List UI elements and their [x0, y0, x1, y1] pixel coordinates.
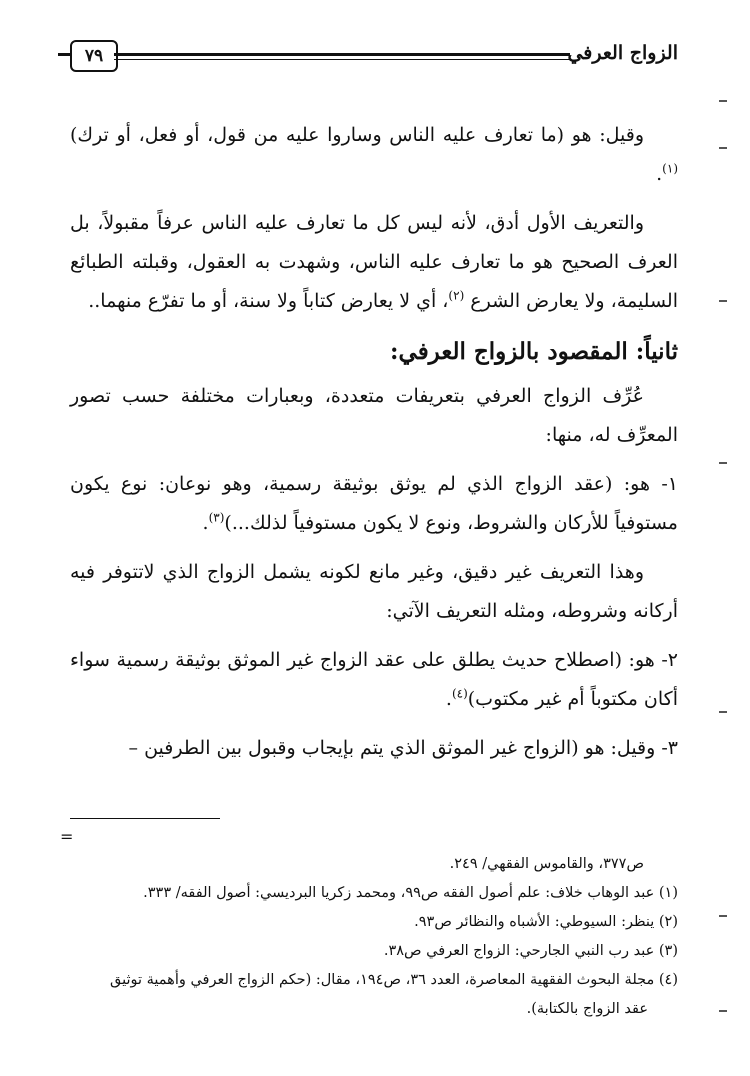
definition-2: ٢- هو: (اصطلاح حديث يطلق على عقد الزواج غير الموثق بوثيقة رسمية سواء أكان مكتوباً أم غير مكتوب)$^{(٤)}$.	[70, 649, 678, 710]
footnote-2: (٢) ينظر: السيوطي: الأشباه والنظائر ص٩٣.	[414, 914, 678, 930]
footnote-ref-4[interactable]: (٤)	[451, 686, 468, 701]
footnote-4: (٤) مجلة البحوث الفقهية المعاصرة، العدد ٣٦، ص١٩٤، مقال: (حكم الزواج العرفي وأهمية توثيق	[110, 972, 678, 988]
footnote-ref-2[interactable]: (٢)	[448, 288, 465, 303]
footnote-carryover: ص٣٧٧، والقاموس الفقهي/ ٢٤٩.	[449, 856, 644, 872]
margin-tick	[719, 1010, 727, 1012]
definition-1: ١- هو: (عقد الزواج الذي لم يوثق بوثيقة رسمية، وهو نوعان: نوع يكون مستوفياً للأركان والشروط، ونوع لا يكون مستوفياً لذلك...)$^{(٣)}$.	[70, 473, 678, 534]
section-heading: ثانياً: المقصود بالزواج العرفي:	[390, 338, 678, 365]
footnote-3: (٣) عبد رب النبي الجارحي: الزواج العرفي ص٣٨.	[383, 943, 678, 959]
margin-tick	[719, 147, 727, 149]
header-rule	[114, 53, 570, 56]
paragraph-3: عُرِّف الزواج العرفي بتعريفات متعددة، وبعبارات مختلفة حسب تصور المعرِّف له، منها:	[70, 385, 678, 446]
footnote-ref-1[interactable]: (١)	[662, 161, 678, 176]
page-header	[70, 38, 678, 78]
paragraph-1: وقيل: هو (ما تعارف عليه الناس وساروا عليه من قول، أو فعل، أو ترك)$^{(١)}$.	[70, 124, 678, 185]
margin-tick	[719, 100, 727, 102]
body-text	[70, 116, 678, 778]
footnote-ref-3[interactable]: (٣)	[208, 510, 225, 525]
page-number: ٧٩	[70, 40, 118, 72]
margin-tick	[719, 711, 727, 713]
margin-tick	[719, 462, 727, 464]
paragraph-2: والتعريف الأول أدق، لأنه ليس كل ما تعارف عليه الناس عرفاً مقبولاً، بل العرف الصحيح هو ما تعارف عليه الناس، وشهدت به العقول، وقبلته الطبائع السليمة، ولا يعارض الشرع $^{(٢)}$، أي لا يعارض كتاباً ولا سنة، أو ما تفرّع منهما..	[70, 212, 678, 312]
header-rule-thin	[114, 59, 570, 60]
margin-tick	[719, 300, 727, 302]
footnote-continuation-mark: =	[60, 827, 74, 846]
running-title: الزواج العرفي	[567, 42, 678, 64]
definition-3: ٣- وقيل: هو (الزواج غير الموثق الذي يتم بإيجاب وقبول بين الطرفين –	[128, 737, 678, 759]
footnote-separator	[70, 818, 220, 819]
margin-tick	[719, 915, 727, 917]
footnote-1: (١) عبد الوهاب خلاف: علم أصول الفقه ص٩٩، ومحمد زكريا البرديسي: أصول الفقه/ ٣٣٣.	[143, 885, 678, 901]
paragraph-5: وهذا التعريف غير دقيق، وغير مانع لكونه يشمل الزواج الذي لاتتوفر فيه أركانه وشروطه، ومثله التعريف الآتي:	[70, 561, 678, 622]
header-rule-stub	[58, 53, 70, 56]
footnote-4-cont: عقد الزواج بالكتابة).	[526, 1001, 648, 1017]
footnotes	[68, 850, 678, 1024]
